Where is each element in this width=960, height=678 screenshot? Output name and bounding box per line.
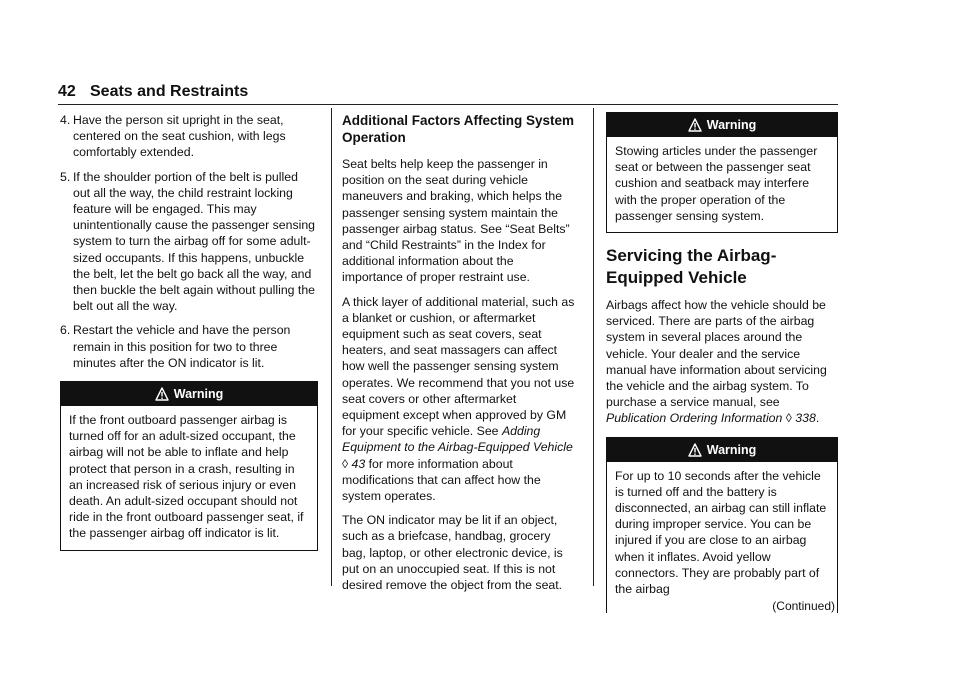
warning-text: If the front outboard passenger airbag is turned off for an adult-sized occupant, the airbag will not be able to inflate and help protect that person in a crash, resulting in an increased risk of serious injury or even death. An adult-sized occupant should not ride in the front outboard passenger seat, if the passenger airbag off indicator is lit. [69, 413, 304, 541]
column-divider [331, 108, 332, 586]
column-left [60, 112, 318, 561]
paragraph: The ON indicator may be lit if an object, such as a briefcase, handbag, grocery bag, laptop, or other electronic device, is put on an unoccupied seat. If this is not desired remove the object from the seat. [342, 513, 563, 593]
warning-header [61, 382, 317, 406]
paragraph: Seat belts help keep the passenger in position on the seat during vehicle maneuvers and braking, which helps the passenger sensing system maintain the passenger airbag status. See “Seat Belts” and “Child Restraints” in the Index for additional information about the importance of proper restraint use. [342, 157, 570, 285]
warning-box [60, 381, 318, 551]
page-reference[interactable]: 43 [351, 456, 366, 471]
header-rule [58, 104, 838, 105]
step-number: 4. [60, 113, 71, 127]
warning-text: For up to 10 seconds after the vehicle is turned off and the battery is disconnected, an airbag can still inflate during improper service. You can be injured if you are close to an airbag when it inflates. Avoid yellow connectors. They are probably part of the airbag [615, 468, 827, 597]
section-heading: Servicing the Airbag-Equipped Vehicle [606, 246, 777, 288]
step-number: 6. [60, 323, 71, 338]
warning-title: Warning [706, 442, 757, 457]
cross-reference-link[interactable]: Adding Equipment to the Airbag-Equipped Vehicle [342, 424, 573, 455]
page-ref-icon: ◊ [785, 411, 792, 426]
page-number: 42 [58, 83, 76, 100]
step-text: If the shoulder portion of the belt is pulled out all the way, the child restraint locking feature will be engaged. This may unintentionally cause the passenger sensing system to turn the airbag off for some adult-sized occupants. If this happens, unbuckle the belt, let the belt go back all the way, and then buckle the belt again without pulling the belt out all the way. [73, 169, 316, 314]
warning-title: Warning [173, 387, 224, 402]
column-divider [593, 108, 594, 586]
step-item [60, 112, 318, 161]
warning-box [606, 112, 838, 233]
subsection-heading: Additional Factors Affecting System Operation [342, 113, 575, 145]
warning-triangle-icon [688, 443, 702, 457]
procedure-steps [60, 112, 318, 371]
step-text: Restart the vehicle and have the person remain in this position for two to three minutes after the ON indicator is lit. [73, 323, 291, 370]
page-ref-icon: ◊ [342, 456, 349, 471]
warning-text: Stowing articles under the passenger seat or between the passenger seat cushion and seatback may interfere with the proper operation of the passenger sensing system. [615, 144, 818, 223]
paragraph-text: Airbags affect how the vehicle should be serviced. There are parts of the airbag system in several places around the vehicle. Your dealer and the service manual have information about servicing the vehicle and the airbag system. To purchase a service manual, see [606, 298, 827, 410]
continued-label: (Continued) [772, 599, 835, 614]
page-header [58, 82, 838, 104]
warning-header [607, 438, 837, 462]
paragraph [606, 297, 838, 427]
paragraph [342, 294, 577, 505]
warning-triangle-icon [155, 387, 169, 401]
column-right [606, 112, 838, 623]
paragraph-text: . [815, 411, 820, 426]
warning-title: Warning [706, 118, 757, 132]
step-text: Have the person sit upright in the seat, centered on the seat cushion, with legs comfortably extended. [73, 113, 286, 160]
cross-reference-link[interactable]: Publication Ordering Information [606, 411, 783, 426]
warning-header [607, 113, 837, 137]
column-middle [342, 112, 577, 601]
page-reference[interactable]: 338 [795, 411, 816, 426]
section-title: Seats and Restraints [90, 83, 249, 100]
warning-triangle-icon [688, 118, 702, 132]
step-number: 5. [60, 169, 71, 184]
paragraph-text: for more information about modifications that can affect how the system operates. [342, 456, 541, 504]
step-item [60, 322, 318, 371]
paragraph-text: A thick layer of additional material, such as a blanket or cushion, or aftermarket equipment such as seat covers, seat heaters, and seat massagers can affect how well the passenger sensing system operates. We recommend that you not use seat covers or other aftermarket equipment except when approved by GM for your specific vehicle. See [342, 294, 575, 439]
step-item [60, 169, 318, 315]
warning-box [606, 437, 838, 614]
